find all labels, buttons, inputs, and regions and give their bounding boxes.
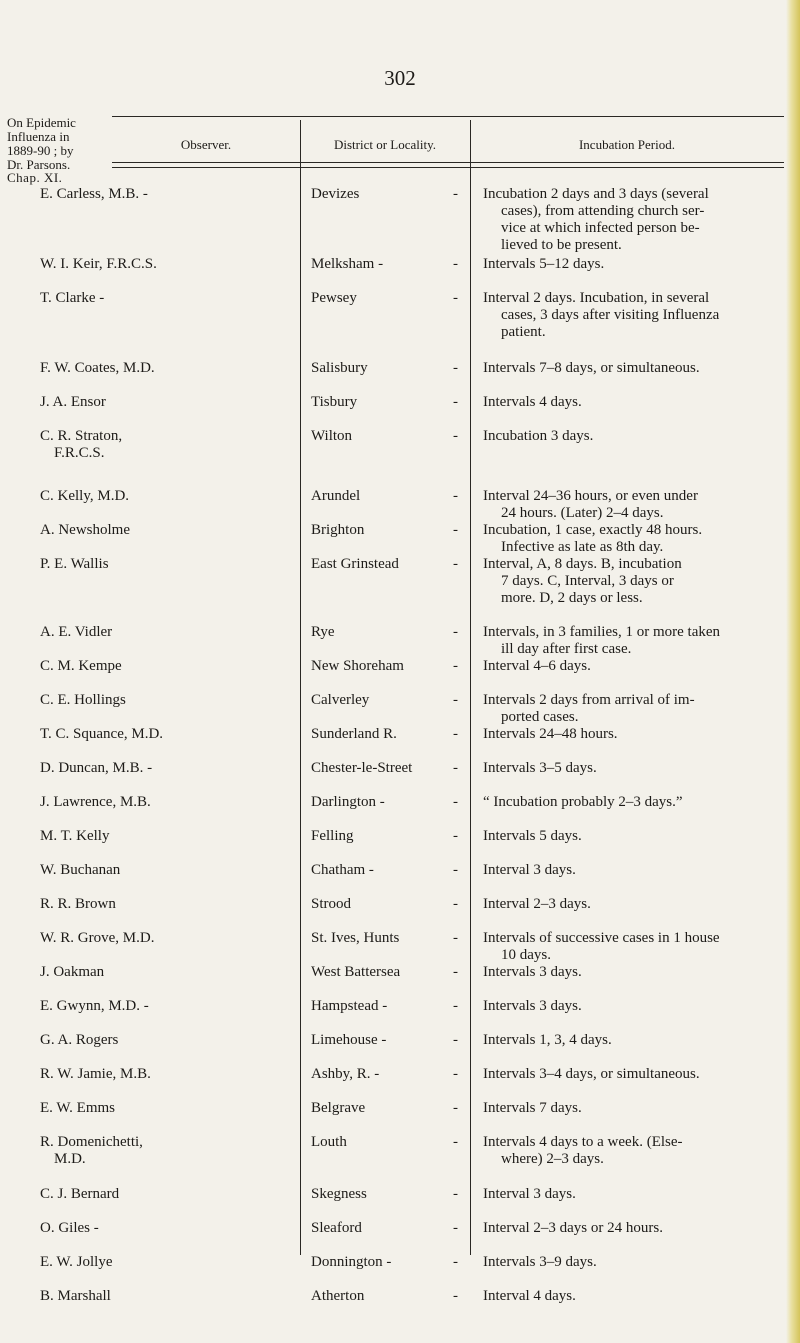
district-cell: Melksham - <box>311 256 384 272</box>
observer-cell <box>40 760 295 777</box>
district-cell: Belgrave <box>311 1100 366 1116</box>
observer-line: C. J. Bernard <box>40 1186 120 1202</box>
observer-line: G. A. Rogers <box>40 1032 119 1048</box>
leader-dash: - <box>453 1288 458 1304</box>
observer-line: E. W. Jollye <box>40 1254 113 1270</box>
period-cell <box>483 930 773 964</box>
leader-dash: - <box>453 760 458 776</box>
district-cell: Pewsey <box>311 290 357 306</box>
observer-line: A. Newsholme <box>40 522 130 538</box>
observer-line: T. Clarke - <box>40 290 105 306</box>
district-cell: Louth <box>311 1134 347 1150</box>
period-line: ported cases. <box>501 709 579 725</box>
period-cell <box>483 1186 773 1203</box>
period-line: Intervals 5 days. <box>483 828 582 844</box>
district-cell: Tisbury <box>311 394 358 410</box>
observer-line: B. Marshall <box>40 1288 111 1304</box>
period-line: cases), from attending church ser- <box>501 203 705 219</box>
period-line: Interval 24–36 hours, or even under <box>483 488 698 504</box>
observer-line: M.D. <box>54 1151 86 1167</box>
period-cell <box>483 556 773 607</box>
period-line: cases, 3 days after visiting Influenza <box>501 307 720 323</box>
observer-line: W. I. Keir, F.R.C.S. <box>40 256 157 272</box>
period-cell <box>483 1220 773 1237</box>
leader-dash: - <box>453 998 458 1014</box>
period-cell <box>483 1032 773 1049</box>
period-line: Intervals 4 days. <box>483 394 582 410</box>
observer-line: C. E. Hollings <box>40 692 126 708</box>
period-cell <box>483 998 773 1015</box>
observer-cell <box>40 998 295 1015</box>
observer-cell <box>40 360 295 377</box>
period-cell <box>483 692 773 726</box>
observer-line: T. C. Squance, M.D. <box>40 726 164 742</box>
page-edge <box>786 0 800 1343</box>
period-line: Intervals 3–9 days. <box>483 1254 597 1270</box>
column-divider <box>300 120 301 1255</box>
chapter-label: Chap. XI. <box>7 170 63 185</box>
period-line: Interval 2–3 days or 24 hours. <box>483 1220 663 1236</box>
leader-dash: - <box>453 1066 458 1082</box>
period-line: Incubation, 1 case, exactly 48 hours. <box>483 522 703 538</box>
observer-line: E. Gwynn, M.D. - <box>40 998 149 1014</box>
district-cell: Ashby, R. - <box>311 1066 380 1082</box>
period-line: Intervals, in 3 families, 1 or more taken <box>483 624 721 640</box>
district-cell: Strood <box>311 896 352 912</box>
period-line: Intervals 7 days. <box>483 1100 582 1116</box>
margin-note-line: Dr. Parsons. <box>7 157 71 172</box>
period-line: Intervals 24–48 hours. <box>483 726 618 742</box>
period-cell <box>483 394 773 411</box>
district-cell: Atherton <box>311 1288 365 1304</box>
observer-cell <box>40 1254 295 1271</box>
header-district: District or Locality. <box>333 137 437 152</box>
period-line: Interval 2 days. Incubation, in several <box>483 290 710 306</box>
header-period: Incubation Period. <box>578 137 676 152</box>
period-line: Intervals 4 days to a week. (Else- <box>483 1134 683 1150</box>
header-observer: Observer. <box>180 137 232 152</box>
observer-cell <box>40 522 295 539</box>
period-line: Intervals 2 days from arrival of im- <box>483 692 695 708</box>
leader-dash: - <box>453 692 458 708</box>
district-cell: Donnington - <box>311 1254 392 1270</box>
period-line: vice at which infected person be- <box>501 220 700 236</box>
observer-line: J. A. Ensor <box>40 394 106 410</box>
period-cell <box>483 964 773 981</box>
period-line: Intervals 3 days. <box>483 964 582 980</box>
period-cell <box>483 794 773 811</box>
leader-dash: - <box>453 726 458 742</box>
observer-cell <box>40 1100 295 1117</box>
observer-cell <box>40 726 295 743</box>
leader-dash: - <box>453 964 458 980</box>
period-cell <box>483 1254 773 1271</box>
observer-cell <box>40 1288 295 1305</box>
district-cell: St. Ives, Hunts <box>311 930 400 946</box>
period-line: where) 2–3 days. <box>501 1151 604 1167</box>
period-line: Intervals 1, 3, 4 days. <box>483 1032 612 1048</box>
district-cell: Chatham - <box>311 862 374 878</box>
leader-dash: - <box>453 1134 458 1150</box>
leader-dash: - <box>453 556 458 572</box>
period-line: Intervals 3–5 days. <box>483 760 597 776</box>
period-line: Interval 2–3 days. <box>483 896 591 912</box>
leader-dash: - <box>453 1100 458 1116</box>
period-line: Incubation 2 days and 3 days (several <box>483 186 709 202</box>
observer-line: R. R. Brown <box>40 896 116 912</box>
period-line: 24 hours. (Later) 2–4 days. <box>501 505 664 521</box>
observer-cell <box>40 1032 295 1049</box>
period-cell <box>483 488 773 522</box>
margin-note-line: 1889-90 ; by <box>7 143 74 158</box>
observer-cell <box>40 556 295 573</box>
leader-dash: - <box>453 658 458 674</box>
observer-cell <box>40 624 295 641</box>
observer-line: A. E. Vidler <box>40 624 113 640</box>
period-cell <box>483 624 773 658</box>
page-number: 302 <box>384 66 416 90</box>
period-cell <box>483 760 773 777</box>
district-cell: Sunderland R. <box>311 726 397 742</box>
district-cell: Hampstead - <box>311 998 388 1014</box>
district-cell: Rye <box>311 624 335 640</box>
leader-dash: - <box>453 488 458 504</box>
district-cell: Skegness <box>311 1186 367 1202</box>
period-cell <box>483 828 773 845</box>
leader-dash: - <box>453 428 458 444</box>
observer-cell <box>40 964 295 981</box>
period-line: more. D, 2 days or less. <box>501 590 643 606</box>
leader-dash: - <box>453 624 458 640</box>
district-cell: Calverley <box>311 692 370 708</box>
observer-cell <box>40 1134 295 1168</box>
district-cell: Wilton <box>311 428 353 444</box>
period-cell <box>483 428 773 445</box>
period-cell <box>483 360 773 377</box>
district-cell: West Battersea <box>311 964 401 980</box>
leader-dash: - <box>453 930 458 946</box>
observer-cell <box>40 1186 295 1203</box>
district-cell: Salisbury <box>311 360 368 376</box>
observer-line: F. W. Coates, M.D. <box>40 360 155 376</box>
observer-cell <box>40 658 295 675</box>
observer-line: J. Oakman <box>40 964 105 980</box>
observer-line: J. Lawrence, M.B. <box>40 794 151 810</box>
period-cell <box>483 896 773 913</box>
observer-cell <box>40 1220 295 1237</box>
observer-cell <box>40 394 295 411</box>
period-line: “ Incubation probably 2–3 days.” <box>483 794 683 810</box>
leader-dash: - <box>453 828 458 844</box>
period-cell <box>483 256 773 273</box>
header-bottom-rule <box>112 162 784 163</box>
observer-line: D. Duncan, M.B. - <box>40 760 153 776</box>
margin-note-line: Influenza in <box>7 129 70 144</box>
period-cell <box>483 726 773 743</box>
leader-dash: - <box>453 290 458 306</box>
period-line: Interval 3 days. <box>483 862 576 878</box>
header-bottom-rule-2 <box>112 167 784 168</box>
period-cell <box>483 658 773 675</box>
observer-line: E. W. Emms <box>40 1100 116 1116</box>
observer-line: P. E. Wallis <box>40 556 109 572</box>
observer-cell <box>40 186 295 203</box>
period-cell <box>483 186 773 254</box>
observer-line: C. R. Straton, <box>40 428 123 444</box>
observer-line: O. Giles - <box>40 1220 99 1236</box>
leader-dash: - <box>453 862 458 878</box>
period-line: patient. <box>501 324 546 340</box>
observer-cell <box>40 1066 295 1083</box>
period-line: Incubation 3 days. <box>483 428 594 444</box>
leader-dash: - <box>453 1220 458 1236</box>
leader-dash: - <box>453 394 458 410</box>
district-cell: East Grinstead <box>311 556 399 572</box>
observer-cell <box>40 488 295 505</box>
district-cell: Felling <box>311 828 354 844</box>
period-line: Interval, A, 8 days. B, incubation <box>483 556 682 572</box>
observer-line: E. Carless, M.B. - <box>40 186 148 202</box>
observer-cell <box>40 828 295 845</box>
observer-cell <box>40 794 295 811</box>
leader-dash: - <box>453 1186 458 1202</box>
district-cell: Chester-le-Street <box>311 760 413 776</box>
period-line: 7 days. C, Interval, 3 days or <box>501 573 674 589</box>
period-line: ill day after first case. <box>501 641 632 657</box>
leader-dash: - <box>453 360 458 376</box>
district-cell: Sleaford <box>311 1220 362 1236</box>
period-line: Interval 4 days. <box>483 1288 576 1304</box>
period-line: lieved to be present. <box>501 237 622 253</box>
observer-line: R. W. Jamie, M.B. <box>40 1066 151 1082</box>
period-line: Infective as late as 8th day. <box>501 539 664 555</box>
district-cell: New Shoreham <box>311 658 404 674</box>
district-cell: Limehouse - <box>311 1032 387 1048</box>
leader-dash: - <box>453 1254 458 1270</box>
observer-cell <box>40 428 295 462</box>
district-cell: Brighton <box>311 522 365 538</box>
leader-dash: - <box>453 896 458 912</box>
leader-dash: - <box>453 522 458 538</box>
observer-cell <box>40 896 295 913</box>
period-cell <box>483 1288 773 1305</box>
observer-line: C. M. Kempe <box>40 658 122 674</box>
period-cell <box>483 862 773 879</box>
leader-dash: - <box>453 794 458 810</box>
period-line: Intervals 5–12 days. <box>483 256 605 272</box>
period-cell <box>483 522 773 556</box>
period-cell <box>483 1100 773 1117</box>
observer-cell <box>40 692 295 709</box>
observer-line: R. Domenichetti, <box>40 1134 143 1150</box>
period-line: Intervals 3 days. <box>483 998 582 1014</box>
leader-dash: - <box>453 1032 458 1048</box>
observer-line: W. R. Grove, M.D. <box>40 930 155 946</box>
margin-note-line: On Epidemic <box>7 115 76 130</box>
period-line: 10 days. <box>501 947 551 963</box>
observer-cell <box>40 862 295 879</box>
observer-line: W. Buchanan <box>40 862 121 878</box>
margin-note <box>7 116 76 172</box>
period-cell <box>483 290 773 341</box>
table-top-rule <box>112 116 784 117</box>
period-cell <box>483 1066 773 1083</box>
period-line: Intervals 7–8 days, or simultaneous. <box>483 360 700 376</box>
observer-cell <box>40 290 295 307</box>
district-cell: Darlington - <box>311 794 385 810</box>
leader-dash: - <box>453 256 458 272</box>
observer-line: F.R.C.S. <box>54 445 105 461</box>
observer-cell <box>40 256 295 273</box>
leader-dash: - <box>453 186 458 202</box>
observer-cell <box>40 930 295 947</box>
period-line: Interval 4–6 days. <box>483 658 591 674</box>
observer-line: M. T. Kelly <box>40 828 110 844</box>
observer-line: C. Kelly, M.D. <box>40 488 130 504</box>
period-cell <box>483 1134 773 1168</box>
district-cell: Devizes <box>311 186 360 202</box>
district-cell: Arundel <box>311 488 361 504</box>
period-line: Intervals of successive cases in 1 house <box>483 930 720 946</box>
period-line: Interval 3 days. <box>483 1186 576 1202</box>
period-line: Intervals 3–4 days, or simultaneous. <box>483 1066 700 1082</box>
